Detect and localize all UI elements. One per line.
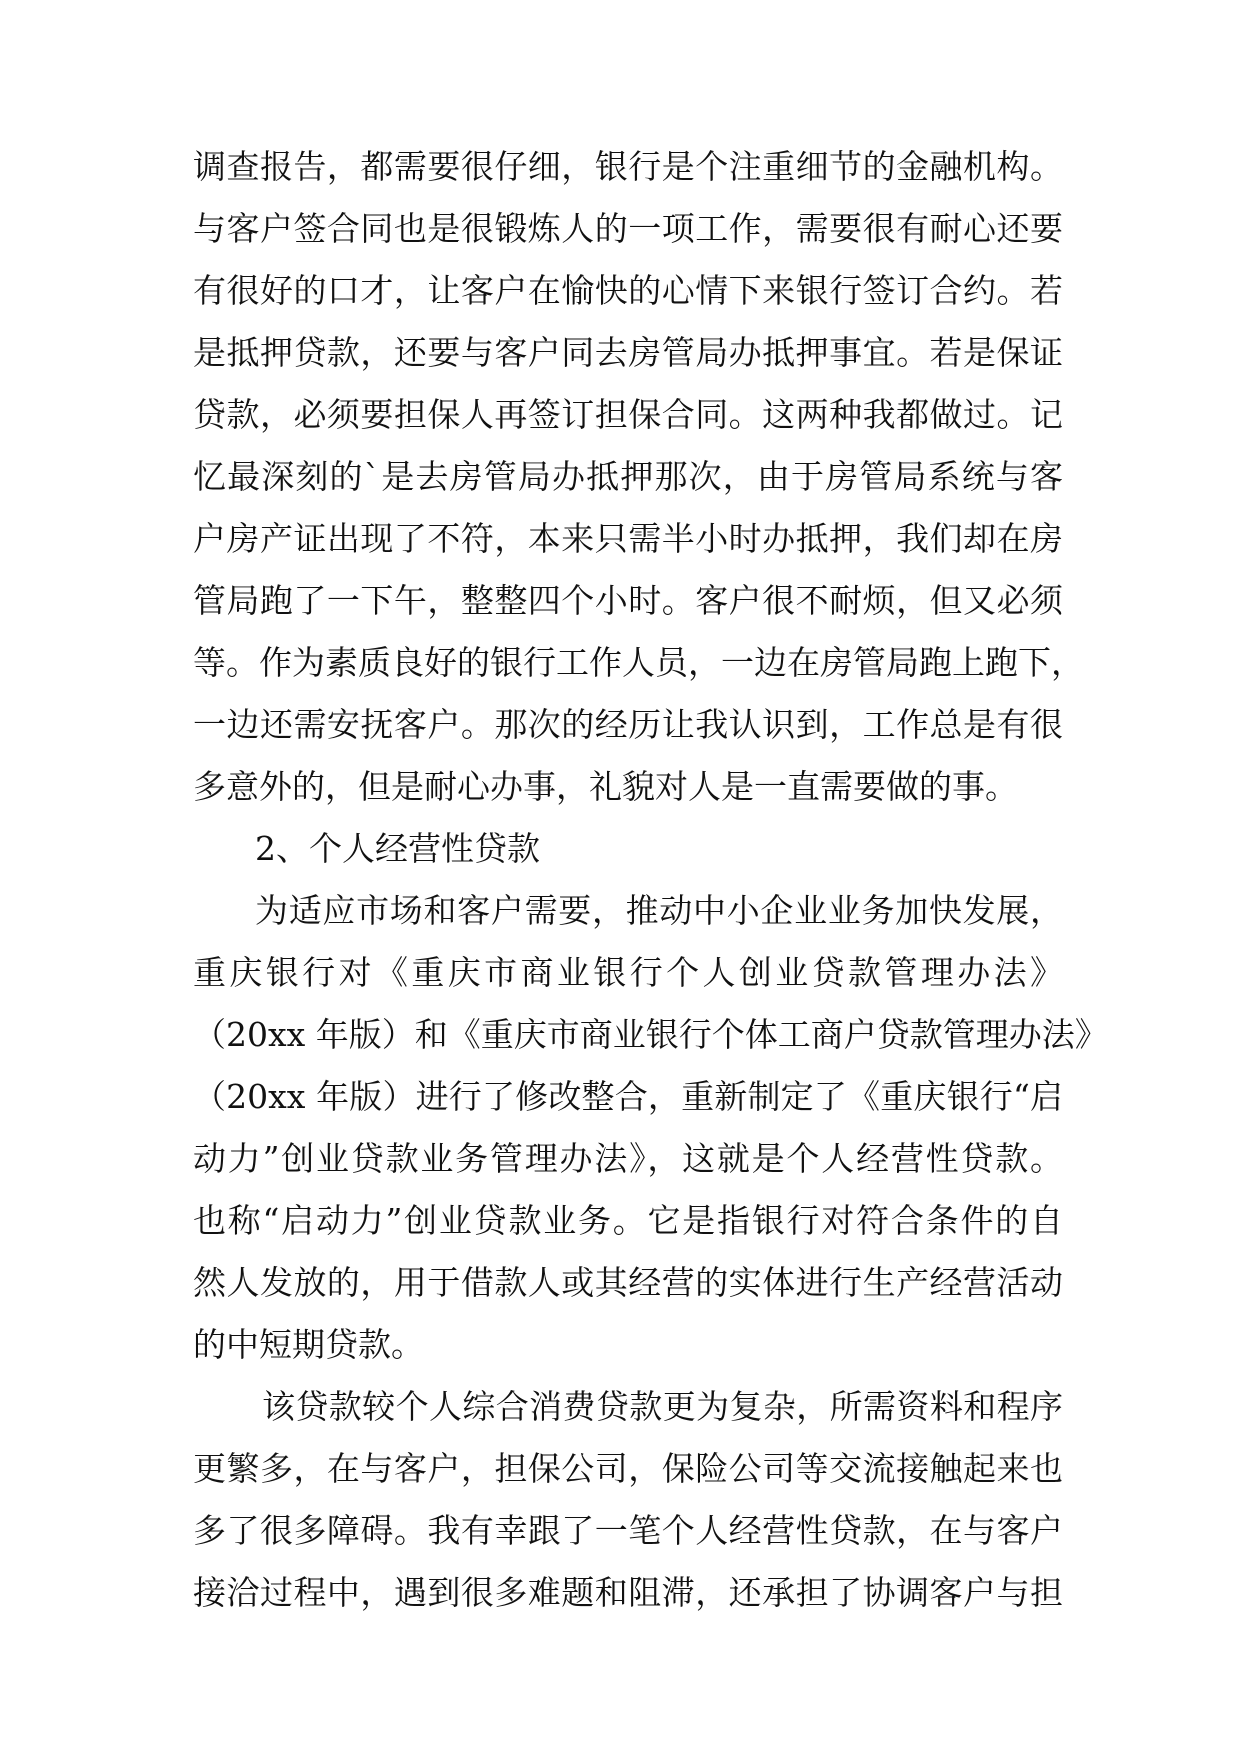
text-line: 为适应市场和客户需要，推动中小企业业务加快发展， [255,891,1063,930]
text-line: 该贷款较个人综合消费贷款更为复杂，所需资料和程序 [262,1387,1063,1426]
text-line: 动力”创业贷款业务管理办法》，这就是个人经营性贷款。 [193,1139,1063,1178]
text-line: 更繁多，在与客户，担保公司，保险公司等交流接触起来也 [193,1449,1063,1488]
text-line: 是抵押贷款，还要与客户同去房管局办抵押事宜。若是保证 [193,333,1063,372]
text-line: 调查报告，都需要很仔细，银行是个注重细节的金融机构。 [193,147,1063,186]
text-line: （20xx 年版）进行了修改整合，重新制定了《重庆银行“启 [193,1077,1063,1116]
text-line: 有很好的口才，让客户在愉快的心情下来银行签订合约。若 [193,271,1063,310]
text-line: 忆最深刻的`是去房管局办抵押那次，由于房管局系统与客 [193,457,1063,496]
text-line: 的中短期贷款。 [193,1325,424,1364]
text-line: 户房产证出现了不符，本来只需半小时办抵押，我们却在房 [193,519,1063,558]
text-line: 也称“启动力”创业贷款业务。它是指银行对符合条件的自 [193,1201,1063,1240]
text-line: 多了很多障碍。我有幸跟了一笔个人经营性贷款，在与客户 [193,1511,1063,1550]
text-line: 一边还需安抚客户。那次的经历让我认识到，工作总是有很 [193,705,1063,744]
text-line: （20xx 年版）和《重庆市商业银行个体工商户贷款管理办法》 [193,1015,1108,1054]
text-line: 等。作为素质良好的银行工作人员，一边在房管局跑上跑下， [193,643,1084,682]
text-line: 多意外的，但是耐心办事，礼貌对人是一直需要做的事。 [193,767,1018,806]
text-line: 贷款，必须要担保人再签订担保合同。这两种我都做过。记 [193,395,1063,434]
text-line: 与客户签合同也是很锻炼人的一项工作，需要很有耐心还要 [193,209,1063,248]
text-line: 然人发放的，用于借款人或其经营的实体进行生产经营活动 [193,1263,1063,1302]
section-heading: 2、个人经营性贷款 [255,829,540,868]
text-line: 接洽过程中，遇到很多难题和阻滞，还承担了协调客户与担 [193,1573,1063,1612]
text-line: 管局跑了一下午，整整四个小时。客户很不耐烦，但又必须 [193,581,1063,620]
text-line: 重庆银行对《重庆市商业银行个人创业贷款管理办法》 [193,953,1063,992]
